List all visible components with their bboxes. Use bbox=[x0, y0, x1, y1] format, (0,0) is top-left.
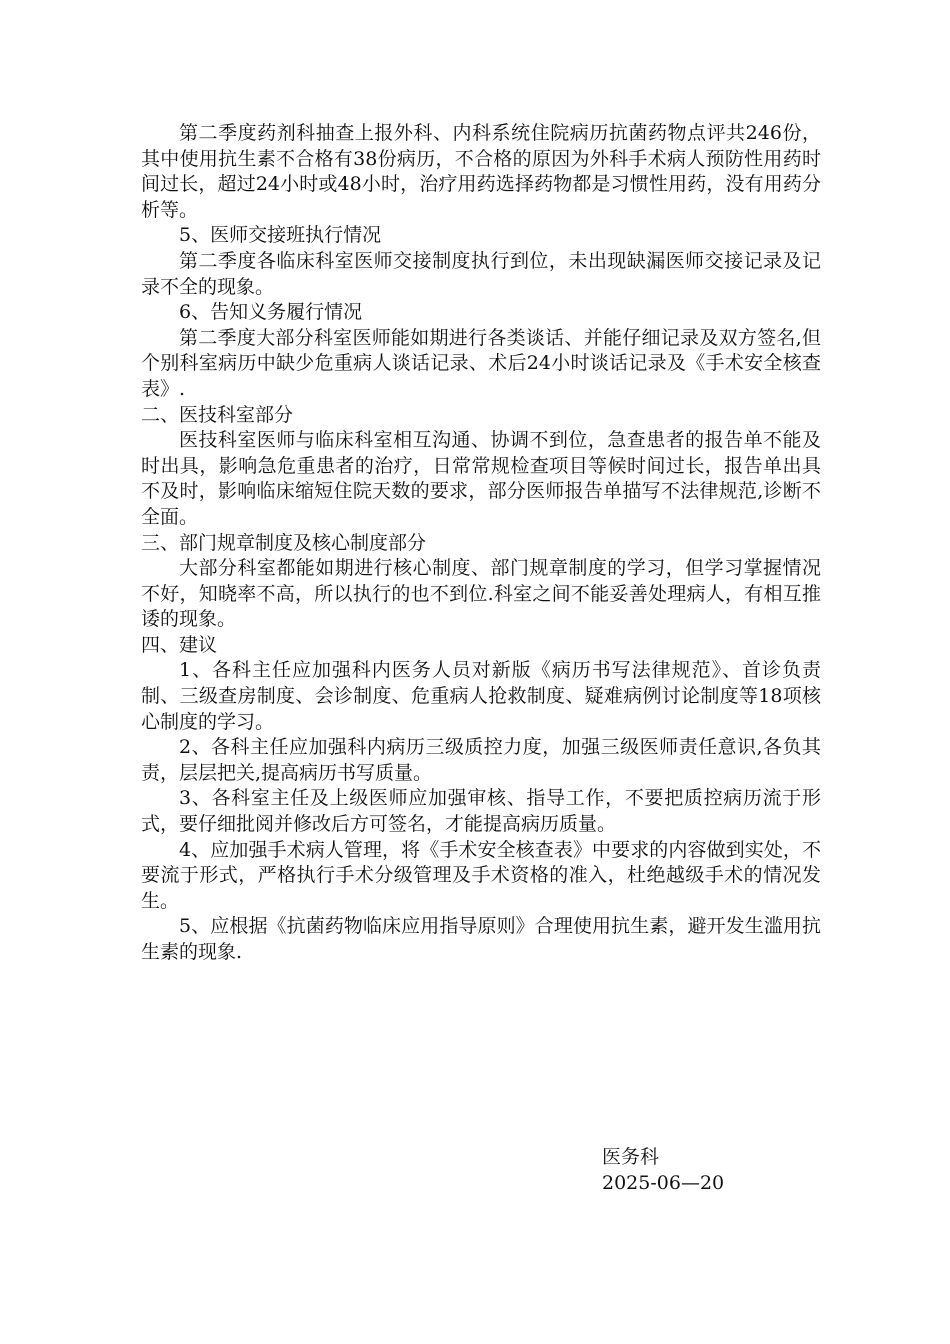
suggestion-item-5: 5、应根据《抗菌药物临床应用指导原则》合理使用抗生素，避开发生滥用抗生素的现象. bbox=[141, 915, 821, 963]
suggestion-item-3: 3、各科室主任及上级医师应加强审核、指导工作，不要把质控病历流于形式，要仔细批阅并修改后方可签名，才能提高病历质量。 bbox=[141, 787, 821, 836]
section-heading-regulations: 三、部门规章制度及核心制度部分 bbox=[141, 531, 427, 554]
suggestion-item-1: 1、各科主任应加强科内医务人员对新版《病历书写法律规范》、首诊负责制、三级查房制度、会诊制度、危重病人抢救制度、疑难病例讨论制度等18项核心制度的学习。 bbox=[141, 659, 821, 733]
paragraph-shift-handover: 第二季度各临床科室医师交接制度执行到位，未出现缺漏医师交接记录及记录不全的现象。 bbox=[141, 249, 821, 298]
signature-block bbox=[602, 1145, 724, 1196]
subheading-informed-consent: 6、告知义务履行情况 bbox=[179, 301, 363, 324]
suggestion-item-4: 4、应加强手术病人管理，将《手术安全核查表》中要求的内容做到实处，不要流于形式，严格执行手术分级管理及手术资格的准入，杜绝越级手术的情况发生。 bbox=[141, 838, 821, 912]
section-heading-medical-tech: 二、医技科室部分 bbox=[141, 403, 294, 426]
document-body bbox=[141, 121, 821, 966]
paragraph-medical-tech: 医技科室医师与临床科室相互沟通、协调不到位，急查患者的报告单不能及时出具，影响急危重患者的治疗，日常常规检查项目等候时间过长，报告单出具不及时，影响临床缩短住院天数的要求，部分医师报告单描写不法律规范,诊断不全面。 bbox=[141, 429, 821, 528]
paragraph-regulations: 大部分科室都能如期进行核心制度、部门规章制度的学习，但学习掌握情况不好，知晓率不高，所以执行的也不到位.科室之间不能妥善处理病人，有相互推诿的现象。 bbox=[141, 557, 821, 631]
paragraph-antibiotic-review: 第二季度药剂科抽查上报外科、内科系统住院病历抗菌药物点评共246份，其中使用抗生素不合格有38份病历，不合格的原因为外科手术病人预防性用药时间过长，超过24小时或48小时，治疗用药选择药物都是习惯性用药，没有用药分析等。 bbox=[141, 122, 821, 221]
signature-department: 医务科 bbox=[602, 1146, 660, 1168]
suggestion-item-2: 2、各科主任应加强科内病历三级质控力度，加强三级医师责任意识,各负其责，层层把关,提高病历书写质量。 bbox=[141, 736, 821, 784]
paragraph-informed-consent: 第二季度大部分科室医师能如期进行各类谈话、并能仔细记录及双方签名,但个别科室病历中缺少危重病人谈话记录、术后24小时谈话记录及《手术安全核查表》. bbox=[141, 326, 821, 400]
subheading-shift-handover: 5、医师交接班执行情况 bbox=[179, 224, 382, 247]
section-heading-suggestions: 四、建议 bbox=[141, 633, 218, 656]
signature-date: 2025-06—20 bbox=[602, 1171, 725, 1194]
